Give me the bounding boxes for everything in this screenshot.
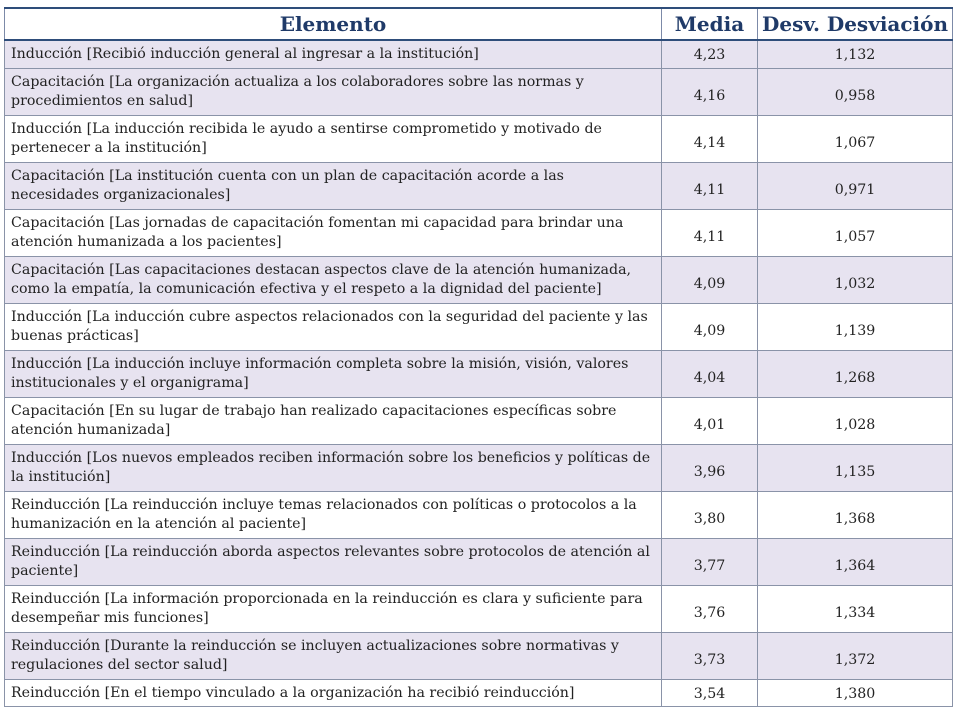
- header-sd: Desv. Desviación: [758, 8, 953, 40]
- cell-sd: 1,380: [758, 679, 953, 707]
- table-row: [5, 350, 953, 397]
- table-row: [5, 679, 953, 707]
- cell-mean: 3,96: [662, 444, 758, 491]
- cell-sd: 1,268: [758, 350, 953, 397]
- cell-sd: 1,067: [758, 115, 953, 162]
- cell-sd: 1,057: [758, 209, 953, 256]
- table-header-row: [5, 8, 953, 40]
- header-element: Elemento: [5, 8, 662, 40]
- cell-element: Capacitación [En su lugar de trabajo han realizado capacitaciones específicas sobre atención humanizada]: [5, 397, 662, 444]
- cell-mean: 4,23: [662, 40, 758, 68]
- cell-element: Inducción [La inducción recibida le ayudo a sentirse comprometido y motivado de pertenecer a la institución]: [5, 115, 662, 162]
- cell-mean: 3,54: [662, 679, 758, 707]
- cell-element: Reinducción [La reinducción aborda aspectos relevantes sobre protocolos de atención al paciente]: [5, 538, 662, 585]
- cell-element: Inducción [La inducción incluye información completa sobre la misión, visión, valores institucionales y el organigrama]: [5, 350, 662, 397]
- table-row: [5, 397, 953, 444]
- cell-sd: 1,368: [758, 491, 953, 538]
- cell-mean: 4,09: [662, 256, 758, 303]
- table-row: [5, 632, 953, 679]
- table-row: [5, 585, 953, 632]
- table-row: [5, 303, 953, 350]
- cell-mean: 4,14: [662, 115, 758, 162]
- cell-sd: 0,971: [758, 162, 953, 209]
- cell-mean: 4,01: [662, 397, 758, 444]
- cell-sd: 1,372: [758, 632, 953, 679]
- header-mean: Media: [662, 8, 758, 40]
- table-row: [5, 491, 953, 538]
- table-row: [5, 256, 953, 303]
- cell-sd: 1,032: [758, 256, 953, 303]
- cell-element: Reinducción [En el tiempo vinculado a la organización ha recibió reinducción]: [5, 679, 662, 707]
- table-row: [5, 115, 953, 162]
- cell-sd: 1,334: [758, 585, 953, 632]
- cell-mean: 3,77: [662, 538, 758, 585]
- cell-element: Capacitación [Las capacitaciones destacan aspectos clave de la atención humanizada, como la empatía, la comunicación efectiva y el respeto a la dignidad del paciente]: [5, 256, 662, 303]
- cell-element: Reinducción [La información proporcionada en la reinducción es clara y suficiente para desempeñar mis funciones]: [5, 585, 662, 632]
- cell-element: Reinducción [La reinducción incluye temas relacionados con políticas o protocolos a la humanización en la atención al paciente]: [5, 491, 662, 538]
- cell-element: Inducción [La inducción cubre aspectos relacionados con la seguridad del paciente y las buenas prácticas]: [5, 303, 662, 350]
- cell-element: Inducción [Recibió inducción general al ingresar a la institución]: [5, 40, 662, 68]
- cell-sd: 1,139: [758, 303, 953, 350]
- cell-sd: 1,028: [758, 397, 953, 444]
- cell-sd: 1,132: [758, 40, 953, 68]
- cell-element: Reinducción [Durante la reinducción se incluyen actualizaciones sobre normativas y regulaciones del sector salud]: [5, 632, 662, 679]
- cell-element: Capacitación [Las jornadas de capacitación fomentan mi capacidad para brindar una atención humanizada a los pacientes]: [5, 209, 662, 256]
- cell-mean: 3,73: [662, 632, 758, 679]
- cell-element: Capacitación [La organización actualiza a los colaboradores sobre las normas y procedimientos en salud]: [5, 68, 662, 115]
- cell-mean: 4,16: [662, 68, 758, 115]
- cell-sd: 0,958: [758, 68, 953, 115]
- cell-element: Inducción [Los nuevos empleados reciben información sobre los beneficios y políticas de la institución]: [5, 444, 662, 491]
- cell-mean: 4,11: [662, 209, 758, 256]
- table-row: [5, 209, 953, 256]
- statistics-table-container: [4, 7, 952, 707]
- table-row: [5, 444, 953, 491]
- cell-mean: 4,09: [662, 303, 758, 350]
- table-row: [5, 162, 953, 209]
- table-row: [5, 538, 953, 585]
- cell-mean: 3,76: [662, 585, 758, 632]
- cell-mean: 4,04: [662, 350, 758, 397]
- cell-sd: 1,364: [758, 538, 953, 585]
- cell-sd: 1,135: [758, 444, 953, 491]
- cell-mean: 4,11: [662, 162, 758, 209]
- cell-mean: 3,80: [662, 491, 758, 538]
- cell-element: Capacitación [La institución cuenta con un plan de capacitación acorde a las necesidades organizacionales]: [5, 162, 662, 209]
- statistics-table: [4, 7, 953, 707]
- table-row: [5, 68, 953, 115]
- table-row: [5, 40, 953, 68]
